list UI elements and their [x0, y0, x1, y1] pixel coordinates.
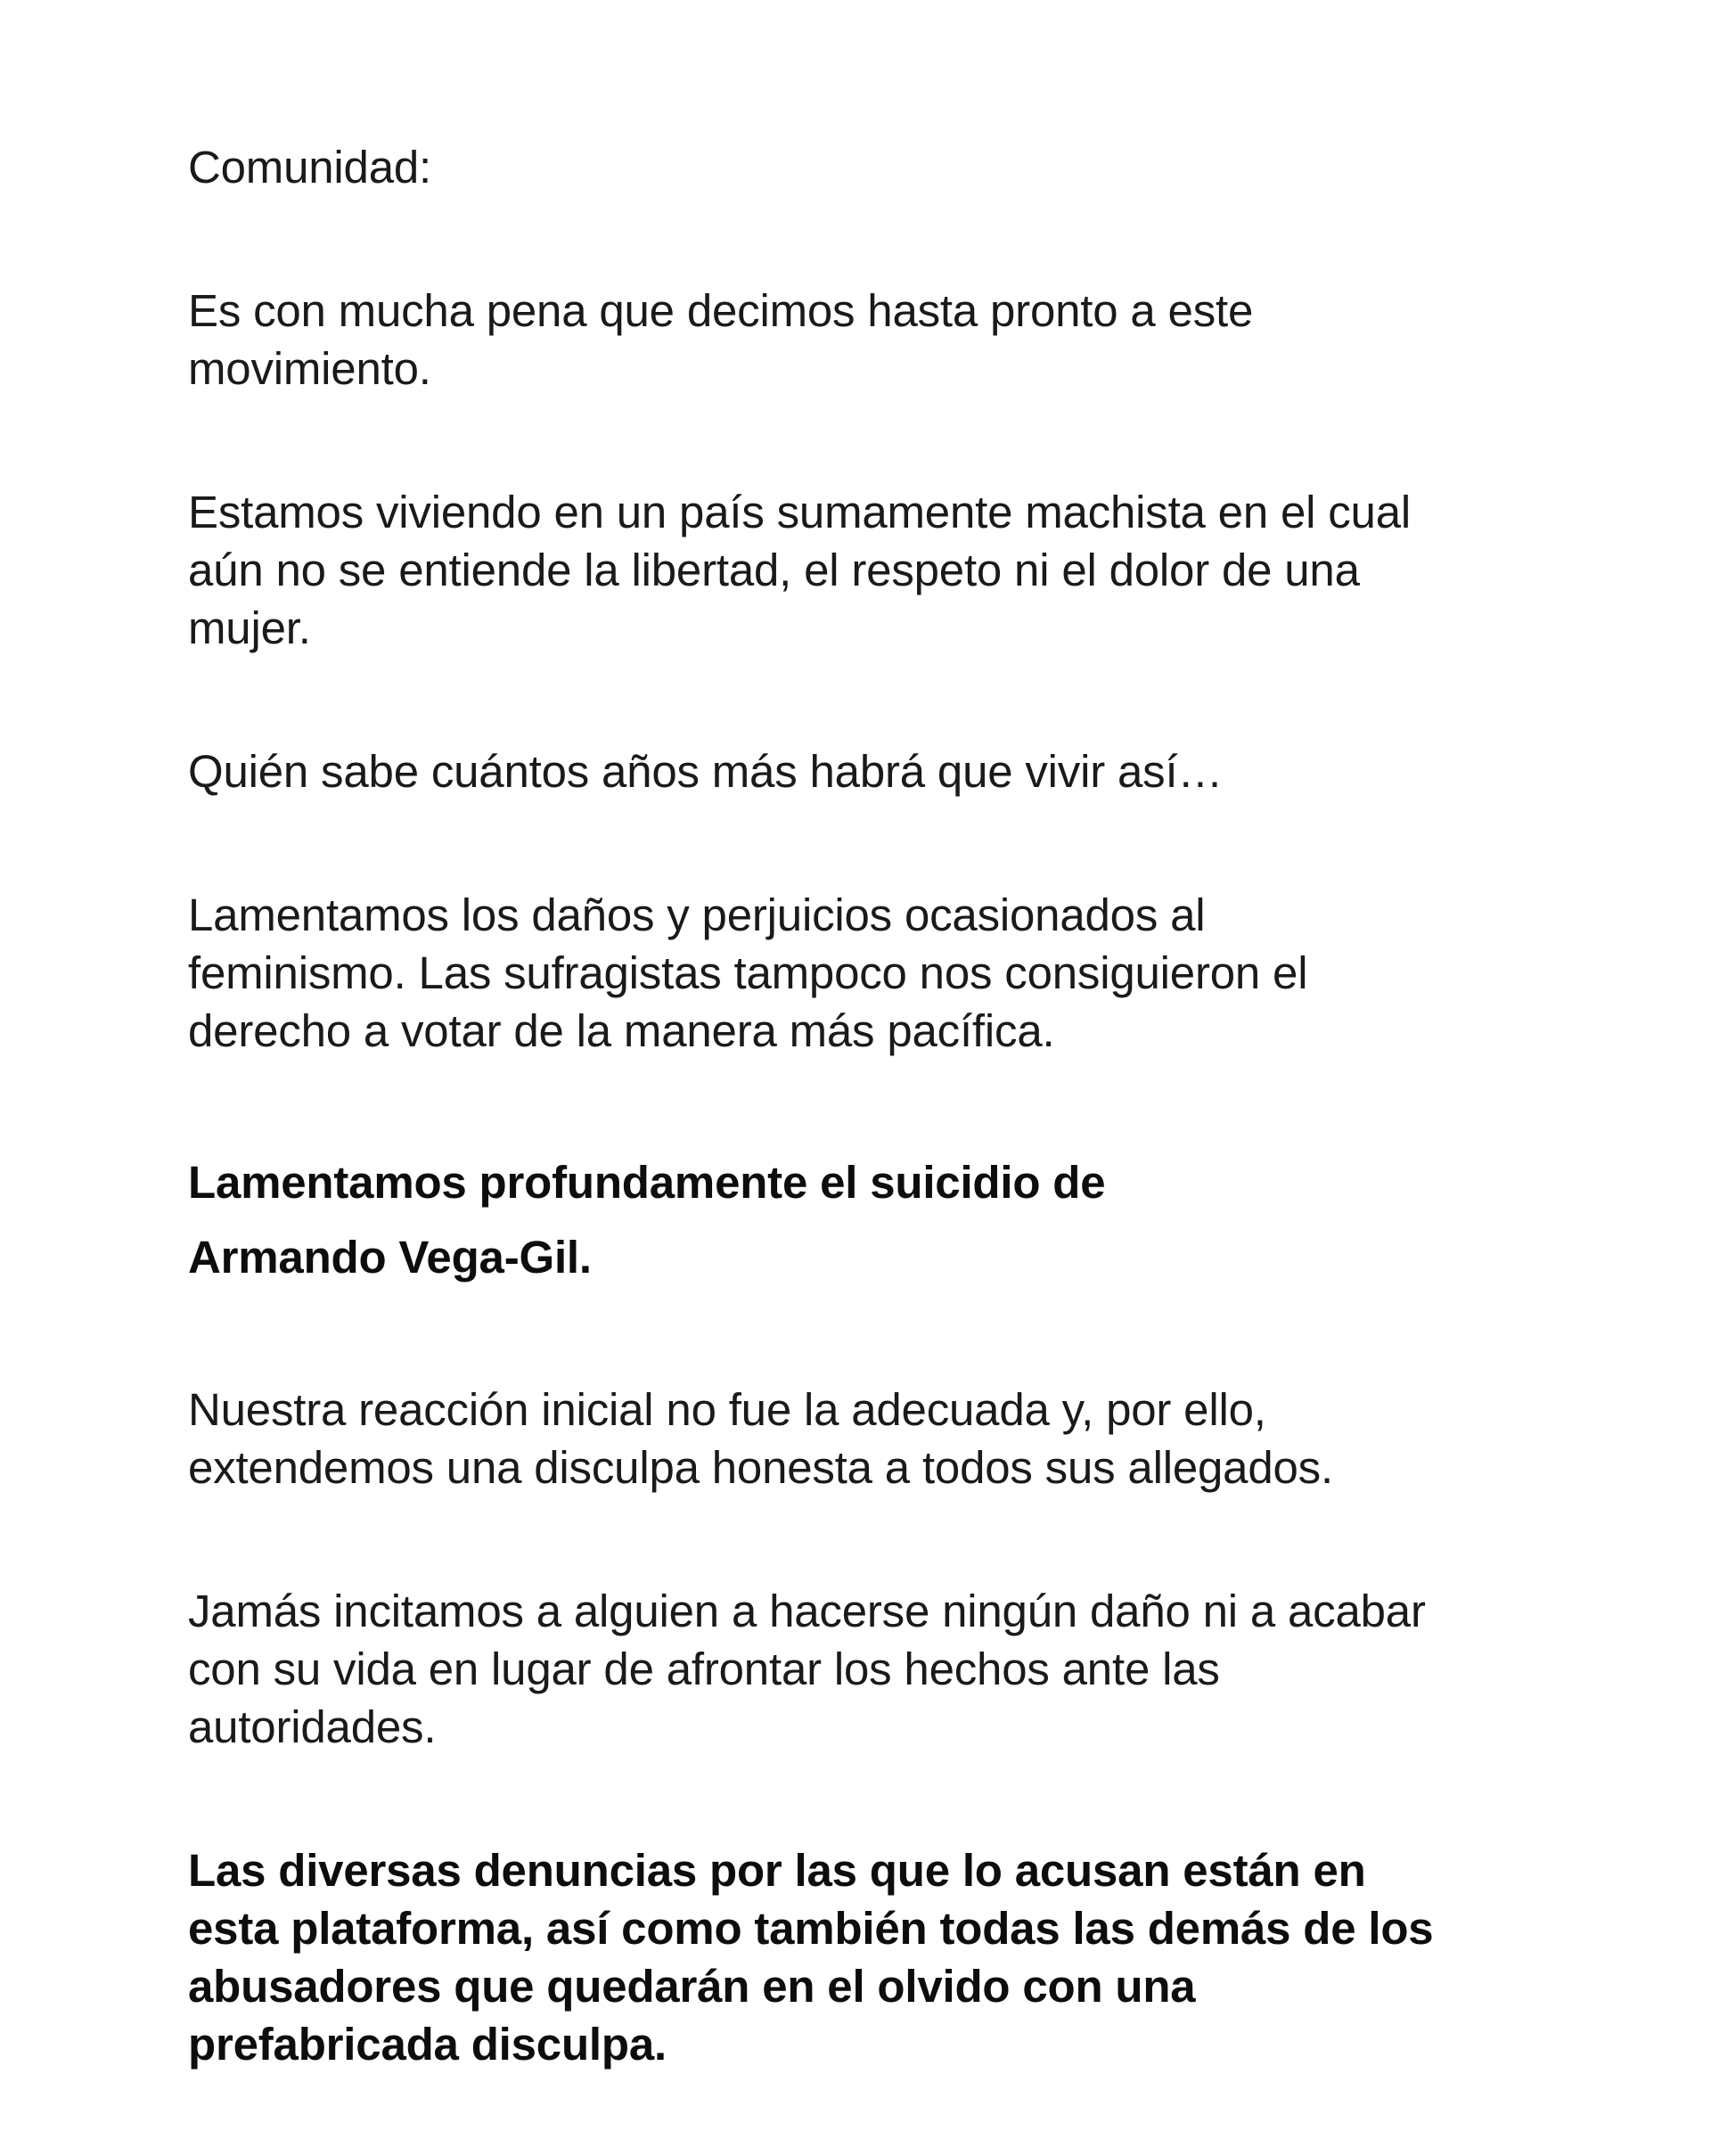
paragraph-apology: Nuestra reacción inicial no fue la adecuada y, por ello, extendemos una disculpa honesta a todos sus allegados.: [188, 1384, 1333, 1493]
paragraph-denunciations-bold: Las diversas denuncias por las que lo acusan están en esta plataforma, así como también todas las demás de los abusadores que quedarán en el olvido con una prefabricada disculpa.: [188, 1845, 1434, 2070]
paragraph-machismo: Estamos viviendo en un país sumamente machista en el cual aún no se entiende la libertad, el respeto ni el dolor de una mujer.: [188, 487, 1412, 653]
paragraph-condolence-bold: Lamentamos profundamente el suicidio de Armando Vega-Gil.: [188, 1157, 1106, 1283]
statement-document: [188, 138, 1543, 2073]
paragraph-farewell: Es con mucha pena que decimos hasta pronto a este movimiento.: [188, 285, 1254, 394]
paragraph-damages: Lamentamos los daños y perjuicios ocasionados al feminismo. Las sufragistas tampoco nos consiguieron el derecho a votar de la manera más pacífica.: [188, 889, 1308, 1056]
paragraph-never-incited: Jamás incitamos a alguien a hacerse ningún daño ni a acabar con su vida en lugar de afrontar los hechos ante las autoridades.: [188, 1586, 1426, 1752]
greeting: Comunidad:: [188, 142, 431, 193]
paragraph-how-many-years: Quién sabe cuántos años más habrá que vivir así…: [188, 746, 1224, 797]
